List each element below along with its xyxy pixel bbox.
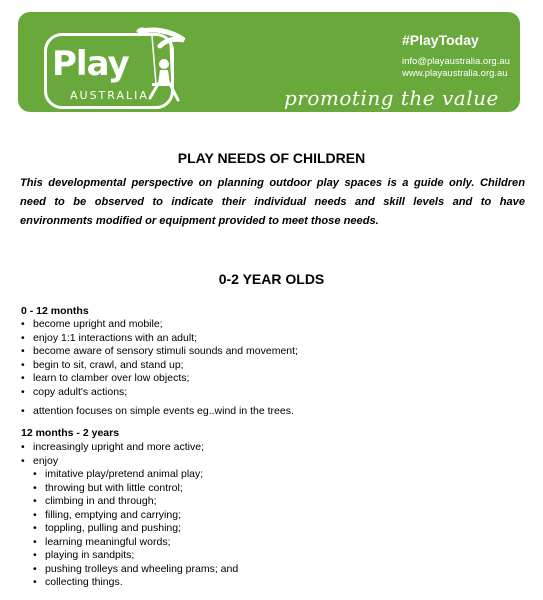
section-title: 0-2 YEAR OLDS: [218, 271, 325, 287]
list-item: • copy adult's actions;: [21, 386, 298, 400]
page-title: PLAY NEEDS OF CHILDREN: [177, 150, 366, 166]
list-item: • become upright and mobile;: [21, 318, 298, 332]
sub-list-item: • imitative play/pretend animal play;: [33, 468, 238, 482]
group-heading-0-12-months: 0 - 12 months: [21, 305, 89, 317]
sub-bullet-list: [33, 468, 238, 590]
hashtag-text: #PlayToday: [402, 32, 479, 48]
sub-list-item: • pushing trolleys and wheeling prams; and: [33, 563, 238, 577]
list-item: • learn to clamber over low objects;: [21, 372, 298, 386]
intro-paragraph: This developmental perspective on planning outdoor play spaces is a guide only. Children need to be observed to indicate their individual needs and skill levels and to have environments modified or equipment provided to meet those needs.: [20, 177, 525, 227]
swing-tree-icon: [130, 26, 190, 112]
logo-wordmark: Play: [52, 44, 129, 84]
bullet-list-12-months-2-years: [21, 441, 238, 590]
list-item: • enjoy: [21, 455, 238, 469]
group-heading-12-months-2-years: 12 months - 2 years: [21, 427, 120, 439]
contact-email: info@playaustralia.org.au: [402, 56, 510, 67]
sub-list-item: • collecting things.: [33, 576, 238, 590]
contact-website: www.playaustralia.org.au: [402, 68, 508, 79]
bullet-list-0-12-months: [21, 318, 298, 419]
logo-subtitle: AUSTRALIA: [70, 89, 149, 102]
sub-list-item: • playing in sandpits;: [33, 549, 238, 563]
sub-list-item: • learning meaningful words;: [33, 536, 238, 550]
list-item: • increasingly upright and more active;: [21, 441, 238, 455]
sub-list-item: • toppling, pulling and pushing;: [33, 522, 238, 536]
header-banner: [18, 12, 520, 134]
sub-list-item: • throwing but with little control;: [33, 482, 238, 496]
list-item: • become aware of sensory stimuli sounds and movement;: [21, 345, 298, 359]
sub-list-item: • climbing in and through;: [33, 495, 238, 509]
list-item: • enjoy 1:1 interactions with an adult;: [21, 332, 298, 346]
list-item: • begin to sit, crawl, and stand up;: [21, 359, 298, 373]
sublist-container: [21, 468, 238, 590]
list-item: • attention focuses on simple events eg..wind in the trees.: [21, 405, 298, 419]
tagline: promoting the value of play: [284, 86, 499, 134]
sub-list-item: • filling, emptying and carrying;: [33, 509, 238, 523]
